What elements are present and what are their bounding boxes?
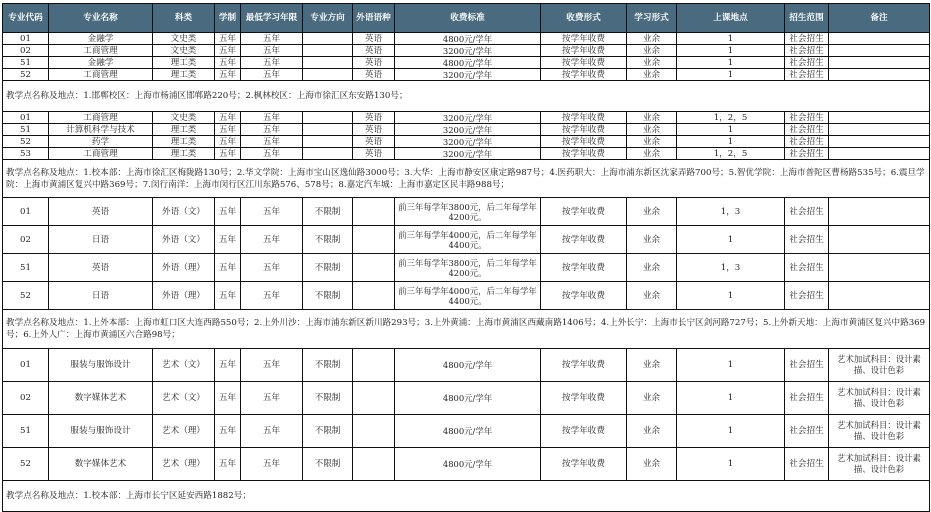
cell-location: 1，3 xyxy=(677,198,785,226)
cell-study-form: 业余 xyxy=(627,349,677,382)
location-note: 教学点名称及地点：1.校本部：上海市长宁区延安西路1882号； xyxy=(3,481,930,512)
cell-scope: 社会招生 xyxy=(785,448,829,481)
cell-major: 金融学 xyxy=(49,33,153,45)
cell-fee: 4800元/学年 xyxy=(395,349,541,382)
header-row xyxy=(3,4,930,33)
header-fee: 收费标准 xyxy=(395,4,541,33)
cell-fee-form: 按学年收费 xyxy=(541,349,627,382)
cell-duration: 五年 xyxy=(215,136,241,148)
cell-code: 02 xyxy=(3,226,49,254)
cell-fee: 4800元/学年 xyxy=(395,33,541,45)
cell-direction: 不限制 xyxy=(303,349,353,382)
cell-fee: 前三年每学年3800元，后二年每学年4200元。 xyxy=(395,254,541,282)
cell-category: 外语（文） xyxy=(153,226,215,254)
cell-major: 英语 xyxy=(49,254,153,282)
cell-direction xyxy=(303,57,353,69)
cell-major: 日语 xyxy=(49,282,153,310)
cell-fee: 4800元/学年 xyxy=(395,448,541,481)
cell-min-years: 五年 xyxy=(241,349,303,382)
cell-duration: 五年 xyxy=(215,112,241,124)
cell-fee-form: 按学年收费 xyxy=(541,148,627,160)
cell-fee: 3200元/学年 xyxy=(395,45,541,57)
cell-category: 理工类 xyxy=(153,124,215,136)
cell-language xyxy=(353,415,395,448)
cell-major: 计算机科学与技术 xyxy=(49,124,153,136)
table-row xyxy=(3,124,930,136)
cell-fee: 3200元/学年 xyxy=(395,69,541,81)
header-language: 外语语种 xyxy=(353,4,395,33)
cell-study-form: 业余 xyxy=(627,57,677,69)
cell-language xyxy=(353,282,395,310)
cell-major: 数字媒体艺术 xyxy=(49,448,153,481)
cell-remark: 艺术加试科目：设计素描、设计色彩 xyxy=(829,349,930,382)
cell-language xyxy=(353,254,395,282)
cell-remark: 艺术加试科目：设计素描、设计色彩 xyxy=(829,448,930,481)
cell-fee: 3200元/学年 xyxy=(395,112,541,124)
cell-study-form: 业余 xyxy=(627,254,677,282)
header-study-form: 学习形式 xyxy=(627,4,677,33)
cell-remark xyxy=(829,282,930,310)
cell-duration: 五年 xyxy=(215,415,241,448)
cell-category: 理工类 xyxy=(153,148,215,160)
header-direction: 专业方向 xyxy=(303,4,353,33)
cell-language xyxy=(353,382,395,415)
cell-code: 01 xyxy=(3,112,49,124)
cell-code: 01 xyxy=(3,198,49,226)
cell-min-years: 五年 xyxy=(241,33,303,45)
cell-remark: 艺术加试科目：设计素描、设计色彩 xyxy=(829,415,930,448)
cell-fee: 4800元/学年 xyxy=(395,57,541,69)
cell-min-years: 五年 xyxy=(241,148,303,160)
cell-direction: 不限制 xyxy=(303,382,353,415)
cell-code: 01 xyxy=(3,33,49,45)
cell-study-form: 业余 xyxy=(627,124,677,136)
cell-remark xyxy=(829,226,930,254)
cell-min-years: 五年 xyxy=(241,226,303,254)
cell-duration: 五年 xyxy=(215,448,241,481)
cell-code: 52 xyxy=(3,282,49,310)
cell-fee: 4800元/学年 xyxy=(395,382,541,415)
cell-category: 理工类 xyxy=(153,136,215,148)
cell-category: 艺术（文） xyxy=(153,349,215,382)
header-major: 专业名称 xyxy=(49,4,153,33)
cell-scope: 社会招生 xyxy=(785,148,829,160)
cell-code: 01 xyxy=(3,349,49,382)
cell-scope: 社会招生 xyxy=(785,112,829,124)
cell-major: 数字媒体艺术 xyxy=(49,382,153,415)
cell-remark xyxy=(829,124,930,136)
cell-major: 工商管理 xyxy=(49,69,153,81)
cell-fee-form: 按学年收费 xyxy=(541,57,627,69)
cell-min-years: 五年 xyxy=(241,136,303,148)
cell-duration: 五年 xyxy=(215,254,241,282)
cell-category: 文史类 xyxy=(153,112,215,124)
location-note-row xyxy=(3,81,930,112)
location-note-row xyxy=(3,160,930,198)
cell-study-form: 业余 xyxy=(627,282,677,310)
cell-language xyxy=(353,198,395,226)
header-location: 上课地点 xyxy=(677,4,785,33)
header-duration: 学制 xyxy=(215,4,241,33)
table-row xyxy=(3,226,930,254)
cell-direction: 不限制 xyxy=(303,226,353,254)
table-row xyxy=(3,448,930,481)
cell-study-form: 业余 xyxy=(627,69,677,81)
cell-major: 工商管理 xyxy=(49,112,153,124)
table-row xyxy=(3,282,930,310)
cell-scope: 社会招生 xyxy=(785,198,829,226)
header-remark: 备注 xyxy=(829,4,930,33)
cell-scope: 社会招生 xyxy=(785,45,829,57)
cell-category: 外语（理） xyxy=(153,254,215,282)
cell-language: 英语 xyxy=(353,33,395,45)
cell-fee-form: 按学年收费 xyxy=(541,415,627,448)
cell-fee: 4800元/学年 xyxy=(395,415,541,448)
cell-category: 艺术（理） xyxy=(153,448,215,481)
cell-remark xyxy=(829,112,930,124)
cell-remark xyxy=(829,45,930,57)
cell-remark xyxy=(829,254,930,282)
cell-location: 1，2，5 xyxy=(677,148,785,160)
cell-direction xyxy=(303,45,353,57)
table-row xyxy=(3,148,930,160)
cell-fee: 3200元/学年 xyxy=(395,136,541,148)
cell-language: 英语 xyxy=(353,148,395,160)
cell-scope: 社会招生 xyxy=(785,33,829,45)
cell-study-form: 业余 xyxy=(627,382,677,415)
cell-fee: 3200元/学年 xyxy=(395,148,541,160)
cell-fee-form: 按学年收费 xyxy=(541,45,627,57)
cell-direction xyxy=(303,136,353,148)
cell-min-years: 五年 xyxy=(241,57,303,69)
cell-category: 艺术（理） xyxy=(153,415,215,448)
cell-location: 1 xyxy=(677,382,785,415)
cell-fee-form: 按学年收费 xyxy=(541,124,627,136)
cell-fee-form: 按学年收费 xyxy=(541,226,627,254)
cell-min-years: 五年 xyxy=(241,415,303,448)
cell-study-form: 业余 xyxy=(627,148,677,160)
cell-code: 52 xyxy=(3,136,49,148)
cell-code: 51 xyxy=(3,57,49,69)
cell-remark xyxy=(829,69,930,81)
cell-direction: 不限制 xyxy=(303,448,353,481)
cell-study-form: 业余 xyxy=(627,415,677,448)
cell-study-form: 业余 xyxy=(627,136,677,148)
cell-fee: 3200元/学年 xyxy=(395,124,541,136)
location-note: 教学点名称及地点：1.邯郸校区：上海市杨浦区邯郸路220号；2.枫林校区：上海市徐汇区东安路130号； xyxy=(3,81,930,112)
cell-code: 51 xyxy=(3,415,49,448)
table-row xyxy=(3,382,930,415)
cell-min-years: 五年 xyxy=(241,198,303,226)
cell-location: 1，2，5 xyxy=(677,112,785,124)
cell-remark xyxy=(829,57,930,69)
cell-fee-form: 按学年收费 xyxy=(541,198,627,226)
cell-major: 药学 xyxy=(49,136,153,148)
cell-min-years: 五年 xyxy=(241,282,303,310)
cell-code: 51 xyxy=(3,124,49,136)
cell-scope: 社会招生 xyxy=(785,69,829,81)
cell-location: 1 xyxy=(677,69,785,81)
cell-duration: 五年 xyxy=(215,69,241,81)
table-row xyxy=(3,112,930,124)
cell-code: 52 xyxy=(3,448,49,481)
cell-min-years: 五年 xyxy=(241,45,303,57)
cell-code: 52 xyxy=(3,69,49,81)
cell-fee-form: 按学年收费 xyxy=(541,136,627,148)
cell-study-form: 业余 xyxy=(627,45,677,57)
table-row xyxy=(3,254,930,282)
cell-direction: 不限制 xyxy=(303,415,353,448)
header-scope: 招生范围 xyxy=(785,4,829,33)
cell-code: 53 xyxy=(3,148,49,160)
cell-remark xyxy=(829,136,930,148)
cell-direction: 不限制 xyxy=(303,282,353,310)
cell-remark xyxy=(829,148,930,160)
cell-scope: 社会招生 xyxy=(785,254,829,282)
cell-study-form: 业余 xyxy=(627,198,677,226)
cell-fee-form: 按学年收费 xyxy=(541,112,627,124)
cell-duration: 五年 xyxy=(215,45,241,57)
cell-location: 1 xyxy=(677,282,785,310)
cell-location: 1 xyxy=(677,349,785,382)
cell-direction: 不限制 xyxy=(303,198,353,226)
table-row xyxy=(3,198,930,226)
enrollment-table xyxy=(2,3,930,512)
cell-scope: 社会招生 xyxy=(785,415,829,448)
cell-duration: 五年 xyxy=(215,282,241,310)
location-note: 教学点名称及地点：1.校本部：上海市徐汇区梅陇路130号；2.华文学院：上海市宝山区逸仙路3000号；3.大华：上海市静安区康定路987号；4.医药职大：上海市浦东新区沈家弄路700号；5.智优学院：上海市普陀区曹杨路535号；6.震旦学院：上海市黄浦区复兴中路369号；7.闵行南洋：上海市闵行区江川东路576、578号；8.嘉定汽车城：上海市嘉定区民丰路988号； xyxy=(3,160,930,198)
cell-min-years: 五年 xyxy=(241,112,303,124)
cell-language: 英语 xyxy=(353,57,395,69)
cell-major: 英语 xyxy=(49,198,153,226)
cell-language xyxy=(353,448,395,481)
cell-remark xyxy=(829,33,930,45)
cell-direction xyxy=(303,124,353,136)
cell-location: 1 xyxy=(677,33,785,45)
cell-duration: 五年 xyxy=(215,124,241,136)
cell-major: 金融学 xyxy=(49,57,153,69)
cell-direction xyxy=(303,69,353,81)
cell-scope: 社会招生 xyxy=(785,349,829,382)
cell-category: 外语（理） xyxy=(153,282,215,310)
header-fee-form: 收费形式 xyxy=(541,4,627,33)
cell-fee-form: 按学年收费 xyxy=(541,382,627,415)
cell-study-form: 业余 xyxy=(627,112,677,124)
cell-fee-form: 按学年收费 xyxy=(541,33,627,45)
cell-language: 英语 xyxy=(353,45,395,57)
cell-remark: 艺术加试科目：设计素描、设计色彩 xyxy=(829,382,930,415)
cell-category: 外语（文） xyxy=(153,198,215,226)
cell-major: 服装与服饰设计 xyxy=(49,415,153,448)
cell-code: 51 xyxy=(3,254,49,282)
cell-fee: 前三年每学年3800元，后二年每学年4200元。 xyxy=(395,198,541,226)
cell-study-form: 业余 xyxy=(627,448,677,481)
cell-fee-form: 按学年收费 xyxy=(541,448,627,481)
table-row xyxy=(3,136,930,148)
location-note: 教学点名称及地点：1.上外本部：上海市虹口区大连西路550号；2.上外川沙：上海市浦东新区新川路293号；3.上外黄浦：上海市黄浦区西藏南路1406号；4.上外长宁：上海市长宁区剑河路727号；5.上外新天地：上海市黄浦区复兴中路369号；6.上外人广：上海市黄浦区六合路98号； xyxy=(3,310,930,349)
table-row xyxy=(3,69,930,81)
table-row xyxy=(3,45,930,57)
cell-duration: 五年 xyxy=(215,226,241,254)
location-note-row xyxy=(3,310,930,349)
cell-duration: 五年 xyxy=(215,148,241,160)
cell-scope: 社会招生 xyxy=(785,124,829,136)
cell-direction xyxy=(303,112,353,124)
cell-location: 1 xyxy=(677,136,785,148)
cell-language: 英语 xyxy=(353,124,395,136)
cell-language: 英语 xyxy=(353,112,395,124)
cell-scope: 社会招生 xyxy=(785,282,829,310)
cell-language: 英语 xyxy=(353,69,395,81)
cell-duration: 五年 xyxy=(215,198,241,226)
cell-major: 工商管理 xyxy=(49,148,153,160)
cell-scope: 社会招生 xyxy=(785,136,829,148)
cell-category: 理工类 xyxy=(153,57,215,69)
cell-direction xyxy=(303,148,353,160)
cell-fee: 前三年每学年4000元，后二年每学年4400元。 xyxy=(395,282,541,310)
cell-direction: 不限制 xyxy=(303,254,353,282)
cell-major: 工商管理 xyxy=(49,45,153,57)
cell-code: 02 xyxy=(3,45,49,57)
cell-location: 1 xyxy=(677,57,785,69)
cell-category: 理工类 xyxy=(153,69,215,81)
cell-scope: 社会招生 xyxy=(785,226,829,254)
table-row xyxy=(3,349,930,382)
cell-category: 文史类 xyxy=(153,33,215,45)
cell-location: 1 xyxy=(677,124,785,136)
cell-category: 艺术（文） xyxy=(153,382,215,415)
cell-scope: 社会招生 xyxy=(785,382,829,415)
cell-duration: 五年 xyxy=(215,349,241,382)
cell-study-form: 业余 xyxy=(627,33,677,45)
header-code: 专业代码 xyxy=(3,4,49,33)
cell-language xyxy=(353,349,395,382)
cell-duration: 五年 xyxy=(215,57,241,69)
cell-scope: 社会招生 xyxy=(785,57,829,69)
cell-fee-form: 按学年收费 xyxy=(541,282,627,310)
cell-code: 02 xyxy=(3,382,49,415)
cell-language: 英语 xyxy=(353,136,395,148)
header-min-years: 最低学习年限 xyxy=(241,4,303,33)
cell-min-years: 五年 xyxy=(241,382,303,415)
cell-fee: 前三年每学年4000元，后二年每学年4400元。 xyxy=(395,226,541,254)
cell-remark xyxy=(829,198,930,226)
cell-major: 日语 xyxy=(49,226,153,254)
cell-location: 1 xyxy=(677,415,785,448)
table-row xyxy=(3,33,930,45)
cell-major: 服装与服饰设计 xyxy=(49,349,153,382)
table-row xyxy=(3,57,930,69)
cell-language xyxy=(353,226,395,254)
cell-min-years: 五年 xyxy=(241,124,303,136)
cell-fee-form: 按学年收费 xyxy=(541,254,627,282)
cell-min-years: 五年 xyxy=(241,69,303,81)
cell-min-years: 五年 xyxy=(241,448,303,481)
location-note-row xyxy=(3,481,930,512)
cell-location: 1 xyxy=(677,45,785,57)
cell-direction xyxy=(303,33,353,45)
cell-fee-form: 按学年收费 xyxy=(541,69,627,81)
cell-min-years: 五年 xyxy=(241,254,303,282)
header-category: 科类 xyxy=(153,4,215,33)
cell-duration: 五年 xyxy=(215,33,241,45)
cell-location: 1 xyxy=(677,226,785,254)
cell-study-form: 业余 xyxy=(627,226,677,254)
table-row xyxy=(3,415,930,448)
cell-category: 文史类 xyxy=(153,45,215,57)
cell-duration: 五年 xyxy=(215,382,241,415)
cell-location: 1 xyxy=(677,448,785,481)
cell-location: 1，3 xyxy=(677,254,785,282)
